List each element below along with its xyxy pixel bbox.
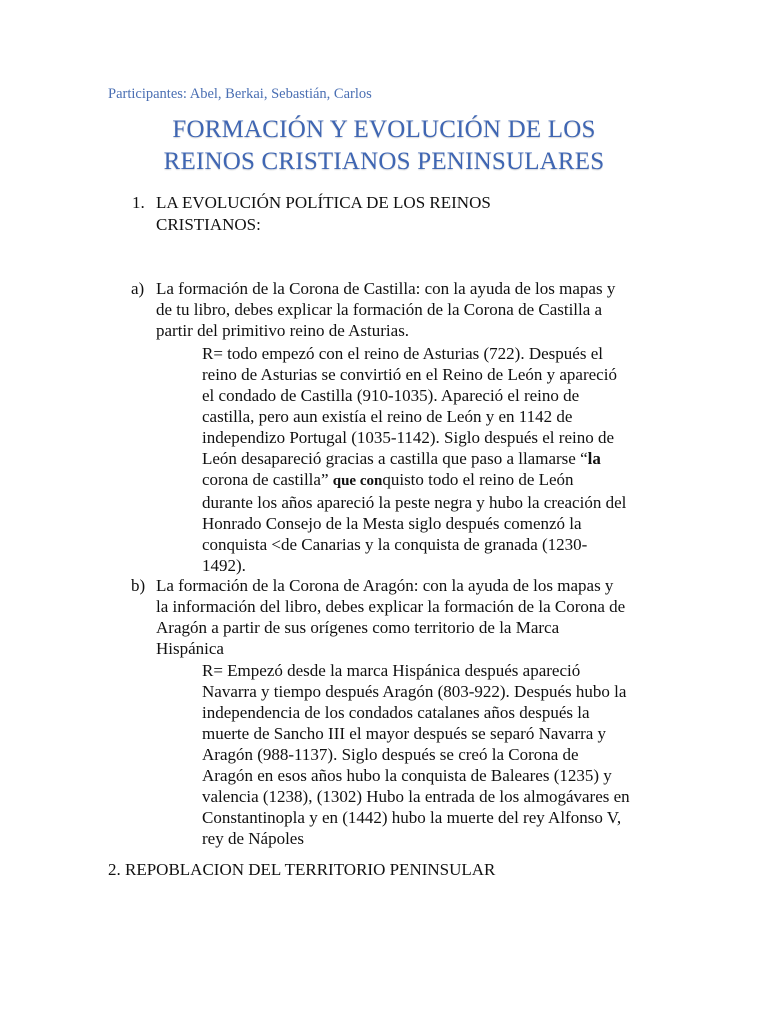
item-a-answer-line: R= todo empezó con el reino de Asturias (722). Después el — [202, 344, 603, 363]
item-a-answer-line: castilla, pero aun existía el reino de León y en 1142 de — [202, 407, 573, 426]
item-a-answer-text: quisto todo el reino de León — [382, 470, 574, 489]
item-a-answer-line: Honrado Consejo de la Mesta siglo después comenzó la — [202, 514, 582, 533]
item-a-question-line: partir del primitivo reino de Asturias. — [156, 321, 410, 340]
item-b-answer-line: rey de Nápoles — [202, 829, 304, 848]
item-a-answer-line — [202, 469, 626, 492]
item-b-answer-line: R= Empezó desde la marca Hispánica después apareció — [202, 661, 581, 680]
item-a-answer-line: el condado de Castilla (910-1035). Apareció el reino de — [202, 386, 580, 405]
participants-line: Participantes: Abel, Berkai, Sebastián, Carlos — [108, 86, 372, 102]
item-a-answer-line: conquista <de Canarias y la conquista de granada (1230- — [202, 535, 588, 554]
item-b-label: b) — [131, 576, 146, 595]
document-title-line-1: FORMACIÓN Y EVOLUCIÓN DE LOS — [172, 116, 596, 143]
item-b-answer-line: muerte de Sancho III el mayor después se separó Navarra y — [202, 724, 607, 743]
item-b-answer-line: Aragón en esos años hubo la conquista de Baleares (1235) y — [202, 766, 612, 785]
item-a-answer-line: 1492). — [202, 556, 246, 575]
item-a-answer-text: León desapareció gracias a castilla que paso a llamarse “ — [202, 449, 588, 468]
item-a-answer-line: independizo Portugal (1035-1142). Siglo después el reino de — [202, 428, 615, 447]
document-title-line-2: REINOS CRISTIANOS PENINSULARES — [163, 148, 605, 175]
item-a-answer — [202, 343, 626, 576]
item-b-question — [156, 575, 625, 659]
item-b-question-line: Hispánica — [156, 639, 224, 658]
item-a-answer-bold-text: la — [587, 449, 601, 468]
item-b-question-line: La formación de la Corona de Aragón: con la ayuda de los mapas y — [156, 576, 614, 595]
item-b-answer — [202, 660, 630, 849]
item-a-answer-line: durante los años apareció la peste negra y hubo la creación del — [202, 493, 627, 512]
item-b-answer-line: valencia (1238), (1302) Hubo la entrada de los almogávares en — [202, 787, 630, 806]
item-a-label: a) — [131, 279, 145, 298]
item-a-question-line: de tu libro, debes explicar la formación de la Corona de Castilla a — [156, 300, 603, 319]
item-b-answer-line: Aragón (988-1137). Siglo después se creó la Corona de — [202, 745, 579, 764]
item-a-answer-bold-text: que con — [332, 473, 383, 489]
item-b-answer-line: independencia de los condados catalanes años después la — [202, 703, 590, 722]
item-b-question-line: la información del libro, debes explicar la formación de la Corona de — [156, 597, 626, 616]
section-1-heading-line-2: CRISTIANOS: — [156, 215, 261, 234]
section-2-heading: 2. REPOBLACION DEL TERRITORIO PENINSULAR — [108, 860, 496, 879]
item-a-answer-text: corona de castilla” — [202, 470, 333, 489]
item-a-question — [156, 278, 615, 341]
item-a-answer-line: reino de Asturias se convirtió en el Reino de León y apareció — [202, 365, 617, 384]
item-b-question-line: Aragón a partir de sus orígenes como territorio de la Marca — [156, 618, 560, 637]
section-1-number: 1. — [132, 193, 145, 212]
item-a-question-line: La formación de la Corona de Castilla: con la ayuda de los mapas y — [156, 279, 616, 298]
item-b-answer-line: Constantinopla y en (1442) hubo la muerte del rey Alfonso V, — [202, 808, 622, 827]
item-a-answer-line — [202, 448, 626, 469]
section-1-heading-line-1: LA EVOLUCIÓN POLÍTICA DE LOS REINOS — [156, 193, 491, 212]
item-b-answer-line: Navarra y tiempo después Aragón (803-922). Después hubo la — [202, 682, 627, 701]
